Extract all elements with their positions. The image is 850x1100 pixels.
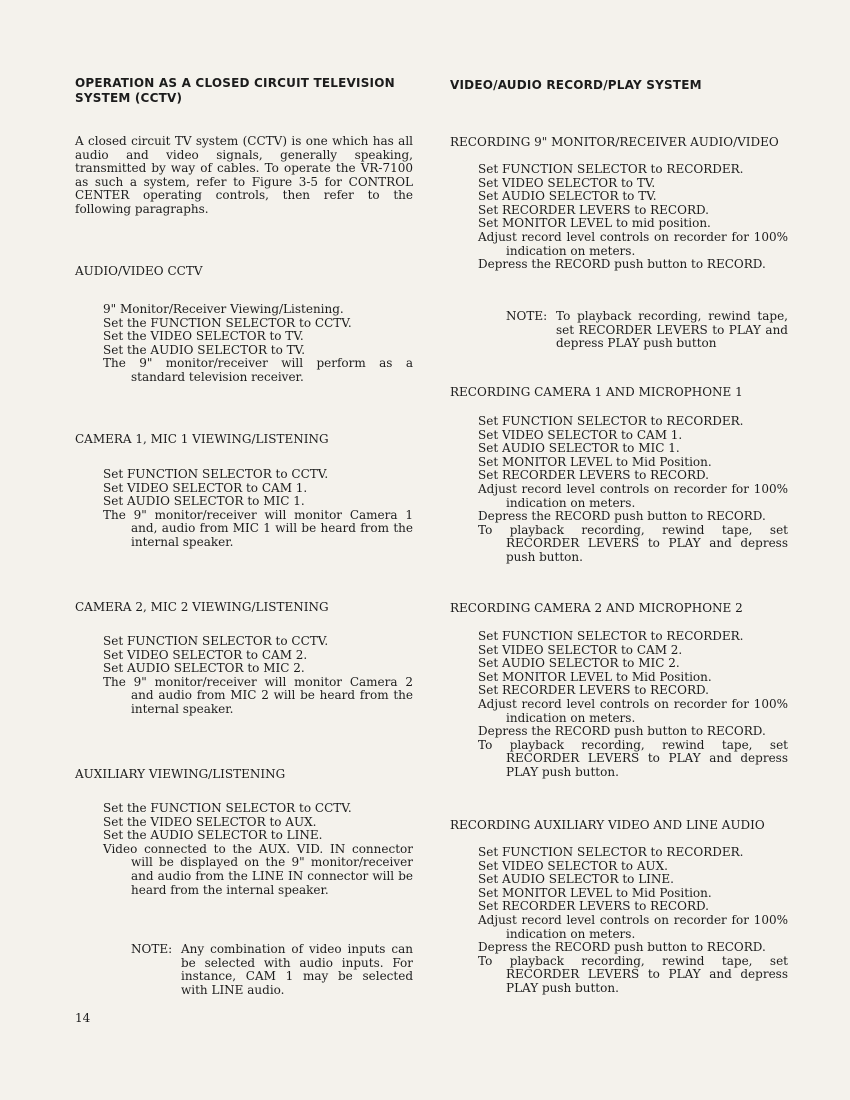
step: Adjust record level controls on recorder for 100% indication on meters. <box>478 696 788 725</box>
step: The 9" monitor/receiver will monitor Camera 2 and audio from MIC 2 will be heard from the internal speaker. <box>103 674 413 716</box>
note-auxiliary <box>75 943 413 997</box>
step: Set VIDEO SELECTOR to CAM 2. <box>103 647 308 662</box>
step: Video connected to the AUX. VID. IN connector will be displayed on the 9" monitor/receiver and audio from the LINE IN connector will be heard from the internal speaker. <box>103 841 413 897</box>
section-title-recording-monitor: RECORDING 9" MONITOR/RECEIVER AUDIO/VIDEO <box>450 135 779 149</box>
step: Set the AUDIO SELECTOR to TV. <box>103 342 306 357</box>
steps-recording-camera1 <box>450 415 788 565</box>
step: Set VIDEO SELECTOR to CAM 1. <box>478 427 683 442</box>
section-title-camera2-mic2: CAMERA 2, MIC 2 VIEWING/LISTENING <box>75 600 329 614</box>
step: Set AUDIO SELECTOR to TV. <box>478 189 657 204</box>
right-main-heading: VIDEO/AUDIO RECORD/PLAY SYSTEM <box>450 78 702 92</box>
step: Set AUDIO SELECTOR to MIC 2. <box>478 656 680 671</box>
step: Set FUNCTION SELECTOR to RECORDER. <box>478 162 744 176</box>
step: Set FUNCTION SELECTOR to RECORDER. <box>478 845 744 859</box>
step: Adjust record level controls on recorder for 100% indication on meters. <box>478 912 788 941</box>
section-title-recording-camera1: RECORDING CAMERA 1 AND MICROPHONE 1 <box>450 385 743 399</box>
steps-auxiliary <box>75 802 413 897</box>
step: The 9" monitor/receiver will monitor Camera 1 and, audio from MIC 1 will be heard from the internal speaker. <box>103 507 413 549</box>
step: Set AUDIO SELECTOR to MIC 2. <box>103 661 305 676</box>
step: To playback recording, rewind tape, set RECORDER LEVERS to PLAY and depress PLAY push button. <box>478 953 788 995</box>
note-text: Any combination of video inputs can be selected with audio inputs. For instance, CAM 1 may be selected with LINE audio. <box>181 942 413 997</box>
steps-recording-monitor <box>450 163 788 272</box>
steps-audio-video-cctv <box>75 303 413 385</box>
step: Set FUNCTION SELECTOR to RECORDER. <box>478 629 744 643</box>
section-title-recording-auxiliary: RECORDING AUXILIARY VIDEO AND LINE AUDIO <box>450 818 765 832</box>
step: Set the FUNCTION SELECTOR to CCTV. <box>103 315 352 330</box>
step: Set MONITOR LEVEL to Mid Position. <box>478 454 712 469</box>
step: Depress the RECORD push button to RECORD. <box>478 509 766 524</box>
step: Set AUDIO SELECTOR to MIC 1. <box>103 494 305 509</box>
step: Set the VIDEO SELECTOR to AUX. <box>103 814 317 829</box>
step: Set FUNCTION SELECTOR to CCTV. <box>103 634 329 648</box>
step: Set MONITOR LEVEL to Mid Position. <box>478 669 712 684</box>
step: Set AUDIO SELECTOR to MIC 1. <box>478 441 680 456</box>
step: Set MONITOR LEVEL to mid position. <box>478 216 711 231</box>
step: Adjust record level controls on recorder for 100% indication on meters. <box>478 481 788 510</box>
steps-camera2-mic2 <box>75 635 413 717</box>
step: Set RECORDER LEVERS to RECORD. <box>478 468 709 483</box>
step: Set VIDEO SELECTOR to CAM 2. <box>478 642 683 657</box>
step: Set RECORDER LEVERS to RECORD. <box>478 202 709 217</box>
left-main-heading: OPERATION AS A CLOSED CIRCUIT TELEVISION SYSTEM (CCTV) <box>75 76 395 105</box>
step: Set VIDEO SELECTOR to TV. <box>478 175 656 190</box>
page-number: 14 <box>75 1011 91 1025</box>
intro-paragraph: A closed circuit TV system (CCTV) is one which has all audio and video signals, generally speaking, transmitted by way of cables. To operate the VR-7100 as such a system, refer to Figure 3-5 for CONTROL CENTER operating controls, then refer to the following paragraphs. <box>75 134 413 216</box>
step: Set MONITOR LEVEL to Mid Position. <box>478 885 712 900</box>
step: Set RECORDER LEVERS to RECORD. <box>478 683 709 698</box>
section-title-camera1-mic1: CAMERA 1, MIC 1 VIEWING/LISTENING <box>75 432 329 446</box>
step: 9" Monitor/Receiver Viewing/Listening. <box>103 302 344 316</box>
step: Set VIDEO SELECTOR to CAM 1. <box>103 480 308 495</box>
step: Set the FUNCTION SELECTOR to CCTV. <box>103 801 352 815</box>
note-recording-monitor <box>450 310 788 351</box>
section-title-audio-video-cctv: AUDIO/VIDEO CCTV <box>75 264 203 278</box>
step: The 9" monitor/receiver will perform as a standard television receiver. <box>103 356 413 384</box>
step: To playback recording, rewind tape, set RECORDER LEVERS to PLAY and depress PLAY push button. <box>478 737 788 779</box>
step: Depress the RECORD push button to RECORD. <box>478 724 766 739</box>
step: Set FUNCTION SELECTOR to CCTV. <box>103 467 329 481</box>
step: Set RECORDER LEVERS to RECORD. <box>478 899 709 914</box>
step: Depress the RECORD push button to RECORD. <box>478 257 766 272</box>
steps-camera1-mic1 <box>75 468 413 550</box>
note-label: NOTE: <box>506 309 548 323</box>
step: Depress the RECORD push button to RECORD. <box>478 940 766 955</box>
step: Set AUDIO SELECTOR to LINE. <box>478 872 674 887</box>
step: Set VIDEO SELECTOR to AUX. <box>478 858 668 873</box>
section-title-auxiliary: AUXILIARY VIEWING/LISTENING <box>75 767 286 781</box>
step: To playback recording, rewind tape, set RECORDER LEVERS to PLAY and depress push button. <box>478 522 788 564</box>
section-title-recording-camera2: RECORDING CAMERA 2 AND MICROPHONE 2 <box>450 601 743 615</box>
step: Adjust record level controls on recorder for 100% indication on meters. <box>478 229 788 258</box>
steps-recording-camera2 <box>450 630 788 780</box>
step: Set the VIDEO SELECTOR to TV. <box>103 329 304 344</box>
note-text: To playback recording, rewind tape, set RECORDER LEVERS to PLAY and depress PLAY push button <box>556 309 788 351</box>
step: Set the AUDIO SELECTOR to LINE. <box>103 828 323 843</box>
steps-recording-auxiliary <box>450 846 788 996</box>
note-label: NOTE: <box>131 942 173 956</box>
step: Set FUNCTION SELECTOR to RECORDER. <box>478 414 744 428</box>
